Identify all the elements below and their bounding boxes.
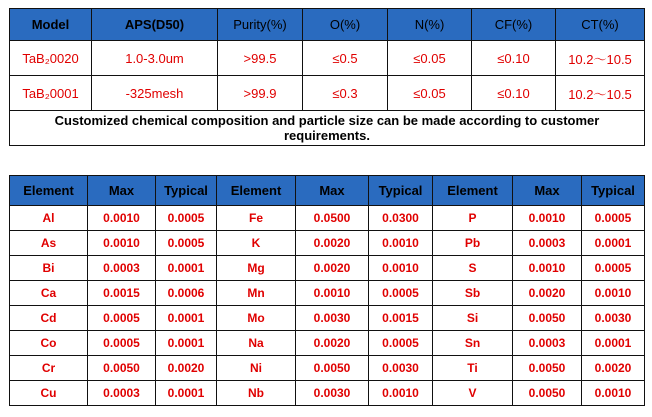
impurity-header-cell: Max (296, 176, 369, 206)
impurity-cell: 0.0010 (513, 256, 582, 281)
impurity-cell: 0.0015 (88, 281, 156, 306)
impurity-cell: 0.0300 (369, 206, 433, 231)
impurity-cell: 0.0010 (369, 256, 433, 281)
impurity-cell: 0.0010 (582, 381, 645, 406)
impurity-cell: 0.0015 (369, 306, 433, 331)
impurity-cell: Mg (217, 256, 296, 281)
spec-cell: >99.5 (218, 41, 303, 76)
impurity-header-cell: Max (513, 176, 582, 206)
impurity-cell: 0.0030 (296, 306, 369, 331)
impurity-row (10, 331, 645, 356)
impurity-cell: 0.0005 (369, 331, 433, 356)
impurity-cell: 0.0020 (296, 231, 369, 256)
impurity-cell: K (217, 231, 296, 256)
impurity-cell: Sb (433, 281, 513, 306)
impurity-cell: 0.0030 (369, 356, 433, 381)
impurity-header-row (10, 176, 645, 206)
spec-header-cell: CT(%) (556, 9, 645, 41)
impurity-cell: 0.0003 (513, 331, 582, 356)
impurity-cell: Ni (217, 356, 296, 381)
impurity-cell: 0.0003 (88, 381, 156, 406)
impurity-row (10, 356, 645, 381)
spec-cell: >99.9 (218, 76, 303, 111)
impurity-cell: 0.0005 (582, 206, 645, 231)
impurity-cell: Fe (217, 206, 296, 231)
impurity-header-cell: Element (433, 176, 513, 206)
impurity-cell: 0.0005 (369, 281, 433, 306)
spec-header-cell: APS(D50) (92, 9, 218, 41)
impurity-cell: Mo (217, 306, 296, 331)
impurity-cell: Sn (433, 331, 513, 356)
impurity-cell: Mn (217, 281, 296, 306)
impurity-header-cell: Max (88, 176, 156, 206)
spec-note-row (10, 111, 645, 146)
impurity-row (10, 231, 645, 256)
impurity-row (10, 306, 645, 331)
impurity-cell: Bi (10, 256, 88, 281)
spec-header-cell: Purity(%) (218, 9, 303, 41)
impurity-cell: 0.0050 (513, 381, 582, 406)
spec-header-cell: O(%) (303, 9, 388, 41)
impurity-cell: Cd (10, 306, 88, 331)
spec-cell: 1.0-3.0um (92, 41, 218, 76)
impurity-header-cell: Typical (582, 176, 645, 206)
impurity-cell: Na (217, 331, 296, 356)
impurity-cell: 0.0050 (513, 306, 582, 331)
impurity-cell: Si (433, 306, 513, 331)
spec-row (10, 41, 645, 76)
impurity-cell: 0.0010 (88, 206, 156, 231)
impurity-cell: 0.0005 (156, 206, 217, 231)
impurity-cell: 0.0010 (513, 206, 582, 231)
impurity-cell: V (433, 381, 513, 406)
spec-cell: TaB₂0020 (10, 41, 92, 76)
impurity-cell: 0.0005 (88, 306, 156, 331)
impurity-cell: 0.0020 (296, 331, 369, 356)
impurity-cell: 0.0005 (156, 231, 217, 256)
spec-cell: 10.2～10.5 (556, 41, 645, 76)
impurity-header-cell: Element (10, 176, 88, 206)
impurity-cell: As (10, 231, 88, 256)
impurity-cell: 0.0020 (296, 256, 369, 281)
impurity-cell: 0.0050 (296, 356, 369, 381)
impurity-cell: 0.0010 (88, 231, 156, 256)
impurity-cell: 0.0020 (513, 281, 582, 306)
spec-cell: ≤0.10 (472, 76, 556, 111)
impurity-cell: 0.0050 (513, 356, 582, 381)
impurity-cell: 0.0003 (513, 231, 582, 256)
customization-note: Customized chemical composition and particle size can be made according to customer requirements. (10, 111, 645, 146)
impurity-cell: Co (10, 331, 88, 356)
impurity-row (10, 381, 645, 406)
impurity-row (10, 281, 645, 306)
impurity-cell: S (433, 256, 513, 281)
impurity-cell: Cu (10, 381, 88, 406)
spec-cell: 10.2～10.5 (556, 76, 645, 111)
impurity-header-cell: Typical (156, 176, 217, 206)
impurity-cell: Nb (217, 381, 296, 406)
impurity-table (9, 175, 645, 406)
impurity-cell: 0.0500 (296, 206, 369, 231)
spec-header-cell: N(%) (388, 9, 472, 41)
spec-cell: ≤0.5 (303, 41, 388, 76)
impurity-cell: 0.0050 (88, 356, 156, 381)
impurity-cell: 0.0005 (582, 256, 645, 281)
impurity-header-cell: Element (217, 176, 296, 206)
impurity-cell: 0.0005 (88, 331, 156, 356)
impurity-row (10, 256, 645, 281)
impurity-cell: Ti (433, 356, 513, 381)
spec-cell: ≤0.05 (388, 41, 472, 76)
spec-header-row (10, 9, 645, 41)
specification-table (9, 8, 645, 146)
spec-header-cell: CF(%) (472, 9, 556, 41)
impurity-cell: 0.0010 (369, 381, 433, 406)
impurity-cell: 0.0020 (582, 356, 645, 381)
impurity-cell: Cr (10, 356, 88, 381)
impurity-cell: P (433, 206, 513, 231)
spec-cell: TaB₂0001 (10, 76, 92, 111)
impurity-cell: 0.0003 (88, 256, 156, 281)
impurity-cell: Al (10, 206, 88, 231)
spec-header-cell: Model (10, 9, 92, 41)
impurity-cell: 0.0001 (156, 381, 217, 406)
impurity-cell: 0.0010 (582, 281, 645, 306)
impurity-row (10, 206, 645, 231)
spec-cell: ≤0.05 (388, 76, 472, 111)
impurity-cell: 0.0001 (156, 306, 217, 331)
impurity-cell: 0.0006 (156, 281, 217, 306)
spec-row (10, 76, 645, 111)
spec-cell: ≤0.10 (472, 41, 556, 76)
impurity-cell: 0.0001 (582, 231, 645, 256)
impurity-cell: 0.0020 (156, 356, 217, 381)
impurity-cell: Pb (433, 231, 513, 256)
impurity-header-cell: Typical (369, 176, 433, 206)
impurity-cell: 0.0030 (582, 306, 645, 331)
spec-cell: -325mesh (92, 76, 218, 111)
impurity-cell: 0.0001 (156, 331, 217, 356)
impurity-cell: Ca (10, 281, 88, 306)
impurity-cell: 0.0001 (582, 331, 645, 356)
impurity-cell: 0.0010 (296, 281, 369, 306)
impurity-cell: 0.0001 (156, 256, 217, 281)
impurity-cell: 0.0010 (369, 231, 433, 256)
impurity-cell: 0.0030 (296, 381, 369, 406)
spec-cell: ≤0.3 (303, 76, 388, 111)
